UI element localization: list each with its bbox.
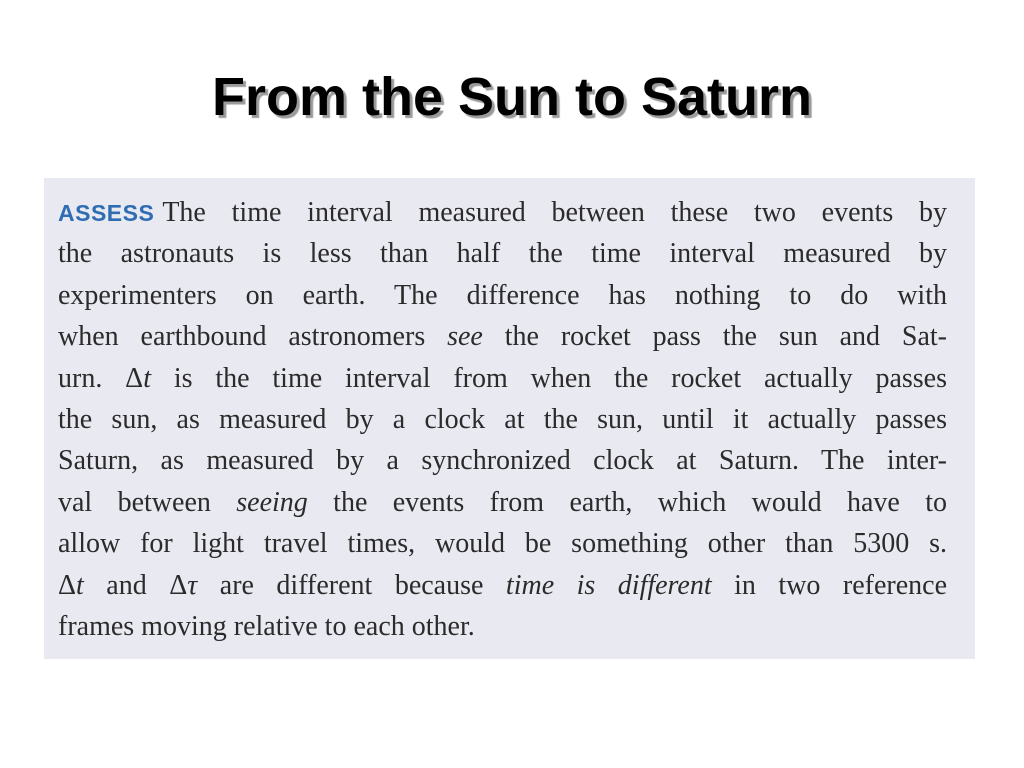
assess-line-9: allow for light travel times, would be something other than 5300 s. — [58, 528, 947, 560]
slide-title: From the Sun to Saturn — [212, 67, 812, 127]
assess-line-11: frames moving relative to each other. — [58, 610, 475, 642]
assess-line-1: ASSESS The time interval measured between these two events by — [58, 197, 947, 228]
assess-line-5: urn. Δt is the time interval from when the rocket actually passes — [58, 362, 947, 394]
assess-line-4: when earthbound astronomers see the rocket pass the sun and Sat- — [58, 321, 947, 353]
assess-label: ASSESS — [58, 200, 155, 226]
emphasis-seeing: seeing — [236, 486, 308, 518]
assess-line-6: the sun, as measured by a clock at the sun, until it actually passes — [58, 403, 947, 435]
assess-line-7: Saturn, as measured by a synchronized clock at Saturn. The inter- — [58, 445, 947, 477]
symbol-t: t — [76, 569, 84, 601]
assess-textbox — [44, 178, 975, 659]
assess-line-8: val between seeing the events from earth, which would have to — [58, 486, 947, 518]
symbol-t: t — [143, 362, 151, 394]
symbol-tau: τ — [187, 569, 198, 601]
emphasis-see: see — [447, 321, 483, 353]
assess-line-3: experimenters on earth. The difference has nothing to do with — [58, 279, 947, 311]
assess-line-10: Δt and Δτ are different because time is different in two reference — [58, 569, 948, 601]
emphasis-time-is-different: time is different — [505, 569, 712, 601]
assess-line-2: the astronauts is less than half the time interval measured by — [58, 238, 947, 270]
